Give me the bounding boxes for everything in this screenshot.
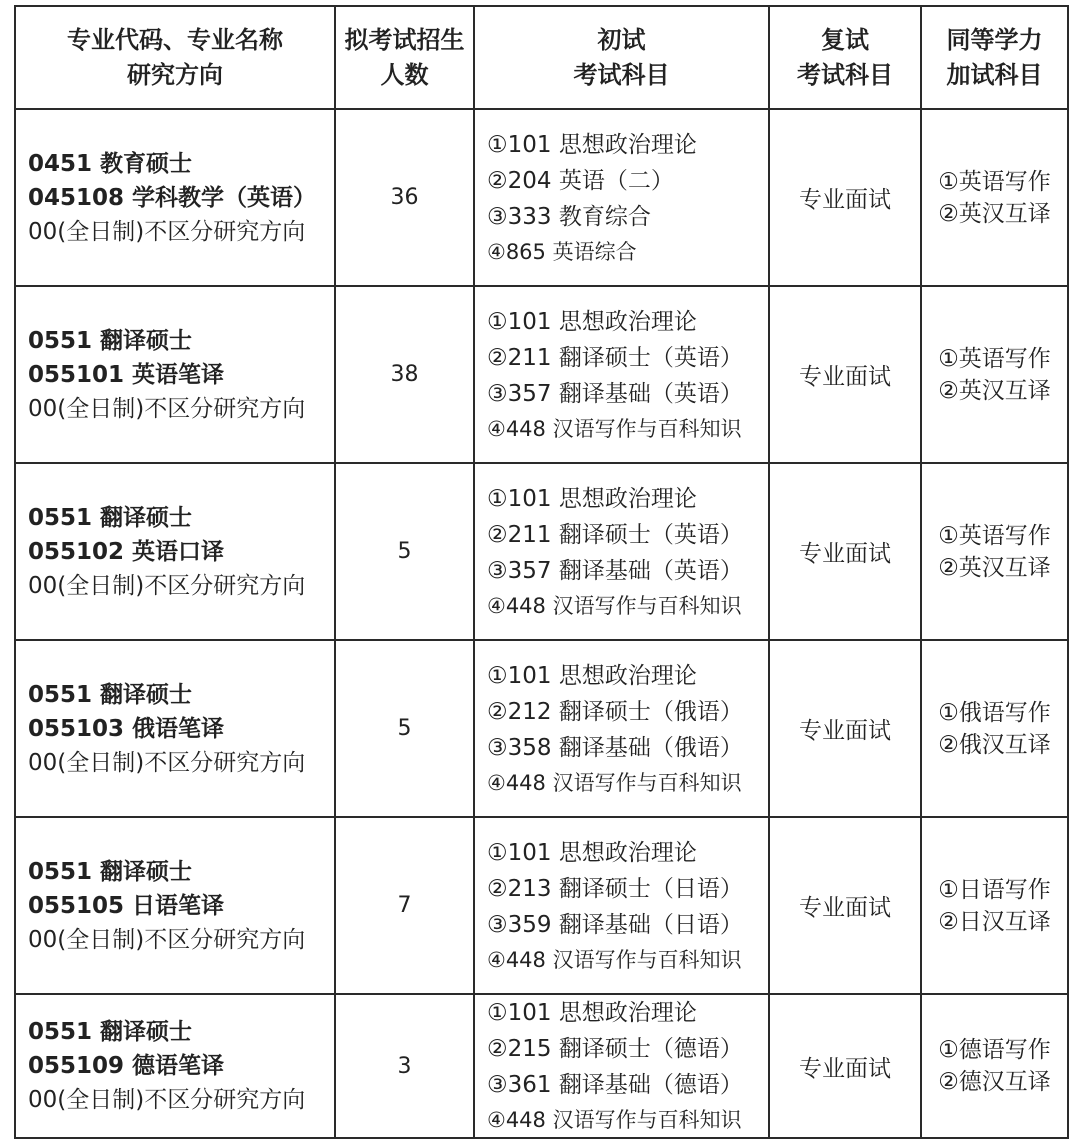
header-extra-line2: 加试科目 (946, 60, 1043, 89)
extra-subject-1: ①俄语写作 (938, 699, 1051, 726)
header-major (15, 6, 335, 109)
degree-code: 0451 教育硕士 (28, 150, 193, 177)
extra-subject-2: ②日汉互译 (938, 908, 1051, 935)
subject-1: ①101 思想政治理论 (487, 662, 697, 689)
degree-code: 0551 翻译硕士 (28, 327, 193, 354)
retest-cell: 专业面试 (769, 463, 921, 640)
subject-1: ①101 思想政治理论 (487, 839, 697, 866)
retest-cell: 专业面试 (769, 994, 921, 1138)
table-row (15, 994, 1068, 1138)
extra-subjects-cell (921, 994, 1068, 1138)
extra-subject-2: ②英汉互译 (938, 200, 1051, 227)
extra-subject-2: ②俄汉互译 (938, 731, 1051, 758)
major-code: 045108 学科教学（英语） (28, 184, 317, 211)
subject-3: ③357 翻译基础（英语） (487, 557, 743, 584)
major-cell (15, 286, 335, 463)
table-row (15, 286, 1068, 463)
extra-subject-1: ①英语写作 (938, 168, 1051, 195)
research-direction: 00(全日制)不区分研究方向 (28, 749, 306, 776)
quota-cell: 5 (335, 463, 474, 640)
degree-code: 0551 翻译硕士 (28, 681, 193, 708)
header-quota-line1: 拟考试招生 (344, 25, 465, 54)
header-initial-line2: 考试科目 (573, 60, 670, 89)
subject-4: ④865 英语综合 (487, 239, 637, 264)
initial-subjects-cell (474, 109, 769, 286)
extra-subjects-cell (921, 817, 1068, 994)
subject-4: ④448 汉语写作与百科知识 (487, 1108, 742, 1132)
table-row (15, 109, 1068, 286)
extra-subject-2: ②英汉互译 (938, 377, 1051, 404)
table-row (15, 463, 1068, 640)
initial-subjects-cell (474, 994, 769, 1138)
header-initial (474, 6, 769, 109)
major-code: 055101 英语笔译 (28, 361, 225, 388)
major-code: 055102 英语口译 (28, 538, 225, 565)
quota-cell: 5 (335, 640, 474, 817)
subject-3: ③361 翻译基础（德语） (487, 1072, 743, 1098)
subject-3: ③358 翻译基础（俄语） (487, 734, 743, 761)
major-code: 055105 日语笔译 (28, 892, 225, 919)
major-cell (15, 817, 335, 994)
header-initial-line1: 初试 (597, 25, 646, 54)
research-direction: 00(全日制)不区分研究方向 (28, 218, 306, 245)
subject-4: ④448 汉语写作与百科知识 (487, 770, 742, 795)
research-direction: 00(全日制)不区分研究方向 (28, 926, 306, 953)
major-cell (15, 463, 335, 640)
header-extra-line1: 同等学力 (946, 25, 1043, 54)
header-retest-line2: 考试科目 (797, 60, 893, 89)
extra-subject-1: ①日语写作 (938, 876, 1051, 903)
retest-cell: 专业面试 (769, 640, 921, 817)
table-row (15, 640, 1068, 817)
subject-3: ③359 翻译基础（日语） (487, 911, 743, 938)
admissions-table (14, 5, 1069, 1139)
table-body (15, 109, 1068, 1138)
extra-subject-2: ②英汉互译 (938, 554, 1051, 581)
extra-subject-2: ②德汉互译 (938, 1069, 1051, 1095)
subject-2: ②215 翻译硕士（德语） (487, 1036, 743, 1062)
initial-subjects-cell (474, 463, 769, 640)
subject-3: ③333 教育综合 (487, 203, 651, 230)
subject-2: ②211 翻译硕士（英语） (487, 521, 743, 548)
header-retest (769, 6, 921, 109)
quota-cell: 36 (335, 109, 474, 286)
quota-cell: 7 (335, 817, 474, 994)
retest-cell: 专业面试 (769, 817, 921, 994)
extra-subjects-cell (921, 640, 1068, 817)
retest-cell: 专业面试 (769, 286, 921, 463)
major-code: 055103 俄语笔译 (28, 715, 225, 742)
extra-subjects-cell (921, 463, 1068, 640)
research-direction: 00(全日制)不区分研究方向 (28, 572, 306, 599)
subject-1: ①101 思想政治理论 (487, 485, 697, 512)
major-code: 055109 德语笔译 (28, 1053, 225, 1079)
degree-code: 0551 翻译硕士 (28, 504, 193, 531)
extra-subjects-cell (921, 286, 1068, 463)
quota-cell: 3 (335, 994, 474, 1138)
subject-4: ④448 汉语写作与百科知识 (487, 416, 742, 441)
subject-4: ④448 汉语写作与百科知识 (487, 593, 742, 618)
degree-code: 0551 翻译硕士 (28, 1019, 193, 1045)
header-extra (921, 6, 1068, 109)
initial-subjects-cell (474, 817, 769, 994)
header-quota-line2: 人数 (380, 60, 429, 89)
subject-1: ①101 思想政治理论 (487, 131, 697, 158)
subject-2: ②213 翻译硕士（日语） (487, 875, 743, 902)
degree-code: 0551 翻译硕士 (28, 858, 193, 885)
table-row (15, 817, 1068, 994)
header-major-line2: 研究方向 (127, 60, 223, 89)
extra-subject-1: ①英语写作 (938, 345, 1051, 372)
major-cell (15, 109, 335, 286)
header-retest-line1: 复试 (821, 25, 869, 54)
research-direction: 00(全日制)不区分研究方向 (28, 1087, 306, 1113)
header-major-line1: 专业代码、专业名称 (67, 25, 283, 54)
subject-3: ③357 翻译基础（英语） (487, 380, 743, 407)
subject-2: ②212 翻译硕士（俄语） (487, 698, 743, 725)
retest-cell: 专业面试 (769, 109, 921, 286)
subject-2: ②211 翻译硕士（英语） (487, 344, 743, 371)
subject-1: ①101 思想政治理论 (487, 1000, 697, 1026)
initial-subjects-cell (474, 286, 769, 463)
subject-4: ④448 汉语写作与百科知识 (487, 947, 742, 972)
extra-subject-1: ①英语写作 (938, 522, 1051, 549)
initial-subjects-cell (474, 640, 769, 817)
quota-cell: 38 (335, 286, 474, 463)
research-direction: 00(全日制)不区分研究方向 (28, 395, 306, 422)
header-quota (335, 6, 474, 109)
header-row (15, 6, 1068, 109)
subject-2: ②204 英语（二） (487, 167, 674, 194)
extra-subject-1: ①德语写作 (938, 1037, 1051, 1063)
major-cell (15, 640, 335, 817)
subject-1: ①101 思想政治理论 (487, 308, 697, 335)
extra-subjects-cell (921, 109, 1068, 286)
major-cell (15, 994, 335, 1138)
